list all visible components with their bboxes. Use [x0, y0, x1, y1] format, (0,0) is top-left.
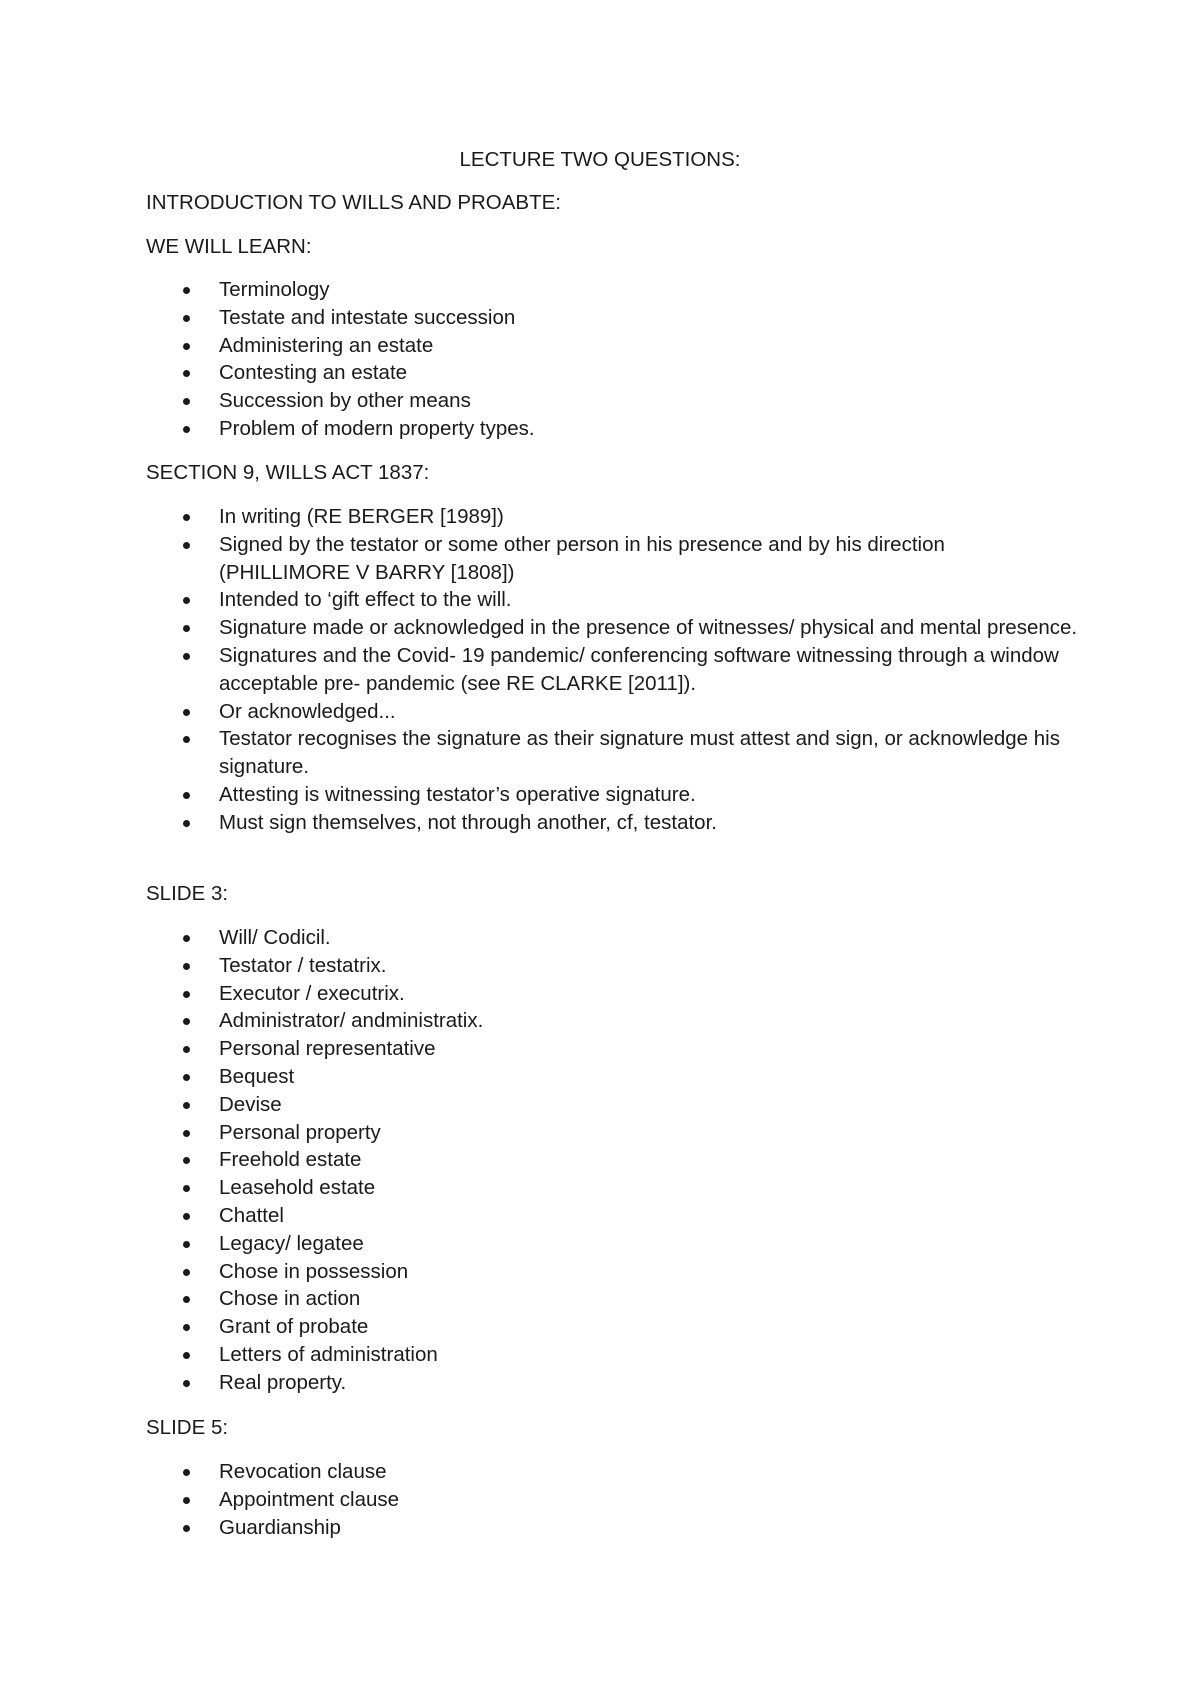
bullet-icon — [183, 426, 190, 433]
list-item-text: Freehold estate — [219, 1148, 362, 1172]
list-item — [0, 1063, 1200, 1091]
bullet-icon — [183, 1497, 190, 1504]
bullet-icon — [183, 1352, 190, 1359]
list-item — [0, 332, 1200, 360]
list-item — [0, 1091, 1200, 1119]
bullet-icon — [183, 343, 190, 350]
list-item — [0, 924, 1200, 952]
list-item-text: Succession by other means — [219, 389, 471, 413]
list-item — [0, 809, 1200, 837]
list-item-text: Administering an estate — [219, 333, 434, 357]
bullet-icon — [183, 653, 190, 660]
bullet-icon — [183, 597, 190, 604]
bullet-icon — [183, 1213, 190, 1220]
bullet-icon — [183, 370, 190, 377]
list-item — [0, 1202, 1200, 1230]
list-item — [0, 1313, 1200, 1341]
bullet-icon — [183, 1130, 190, 1137]
bullet-icon — [183, 315, 190, 322]
bullet-icon — [183, 625, 190, 632]
bullet-icon — [183, 1102, 190, 1109]
list-item-text: Problem of modern property types. — [219, 416, 535, 440]
list-item — [0, 1486, 1200, 1514]
list-item — [0, 642, 1200, 698]
list-item — [0, 1007, 1200, 1035]
bullet-icon — [183, 398, 190, 405]
list-item-text: Personal representative — [219, 1037, 436, 1061]
list-item — [0, 614, 1200, 642]
bullet-icon — [183, 1525, 190, 1532]
slide3-list — [0, 924, 1200, 1397]
list-item — [0, 1285, 1200, 1313]
list-item-text: Testator / testatrix. — [219, 953, 387, 977]
list-item — [0, 1230, 1200, 1258]
list-item-text: Will/ Codicil. — [219, 926, 331, 949]
list-item — [0, 1174, 1200, 1202]
list-item-text: Signature made or acknowledged in the presence of witnesses/ physical and mental presence. — [219, 616, 1078, 640]
list-item-text: Must sign themselves, not through another, cf, testator. — [219, 810, 717, 834]
list-item — [0, 387, 1200, 415]
bullet-icon — [183, 1074, 190, 1081]
bullet-icon — [183, 991, 190, 998]
bullet-icon — [183, 935, 190, 942]
list-item-text: Or acknowledged... — [219, 699, 396, 723]
list-item — [0, 1146, 1200, 1174]
list-item-text: Signatures and the Covid- 19 pandemic/ conferencing software witnessing through a window acceptable pre- pandemic (see RE CLARKE [2011]). — [219, 643, 1059, 695]
bullet-icon — [183, 542, 190, 549]
list-item-text: Terminology — [219, 278, 330, 301]
list-item — [0, 725, 1200, 781]
bullet-icon — [183, 1380, 190, 1387]
list-item-text: Devise — [219, 1092, 282, 1116]
learn-heading: WE WILL LEARN: — [146, 235, 312, 258]
list-item — [0, 503, 1200, 531]
page-title: LECTURE TWO QUESTIONS: — [459, 148, 741, 171]
learn-list — [0, 276, 1200, 443]
list-item — [0, 1035, 1200, 1063]
list-item — [0, 415, 1200, 443]
list-item-text: Executor / executrix. — [219, 981, 405, 1005]
list-item-text: Grant of probate — [219, 1315, 369, 1339]
list-item-text: Testator recognises the signature as their signature must attest and sign, or acknowledge his signature. — [219, 727, 1060, 779]
list-item-text: Guardianship — [219, 1515, 341, 1539]
list-item-text: Letters of administration — [219, 1342, 438, 1366]
list-item-text: Chattel — [219, 1203, 284, 1227]
list-item — [0, 359, 1200, 387]
list-item-text: Legacy/ legatee — [219, 1231, 364, 1255]
bullet-icon — [183, 1296, 190, 1303]
bullet-icon — [183, 1324, 190, 1331]
list-item — [0, 698, 1200, 726]
list-item — [0, 531, 1200, 587]
list-item — [0, 1119, 1200, 1147]
document-subtitle: INTRODUCTION TO WILLS AND PROABTE: — [146, 191, 561, 214]
slide5-list — [0, 1458, 1200, 1541]
slide5-heading: SLIDE 5: — [146, 1416, 229, 1439]
list-item-text: Intended to ‘gift effect to the will. — [219, 588, 512, 612]
bullet-icon — [183, 792, 190, 799]
list-item-text: Appointment clause — [219, 1487, 400, 1511]
bullet-icon — [183, 514, 190, 521]
list-item-text: Contesting an estate — [219, 361, 408, 385]
list-item-text: Administrator/ andministratix. — [219, 1009, 484, 1033]
list-item — [0, 781, 1200, 809]
list-item — [0, 276, 1200, 304]
bullet-icon — [183, 736, 190, 743]
list-item-text: Signed by the testator or some other person in his presence and by his direction (PHILLIMORE V BARRY [1808]) — [219, 532, 945, 584]
bullet-icon — [183, 1046, 190, 1053]
list-item — [0, 304, 1200, 332]
list-item-text: Testate and intestate succession — [219, 305, 516, 329]
slide3-heading: SLIDE 3: — [146, 882, 229, 905]
bullet-icon — [183, 1241, 190, 1248]
list-item-text: In writing (RE BERGER [1989]) — [219, 505, 504, 528]
bullet-icon — [183, 709, 190, 716]
bullet-icon — [183, 1469, 190, 1476]
bullet-icon — [183, 1157, 190, 1164]
list-item — [0, 1458, 1200, 1486]
list-item — [0, 1369, 1200, 1397]
list-item — [0, 1341, 1200, 1369]
list-item-text: Leasehold estate — [219, 1176, 376, 1200]
section9-heading: SECTION 9, WILLS ACT 1837: — [146, 461, 430, 484]
bullet-icon — [183, 1185, 190, 1192]
list-item-text: Personal property — [219, 1120, 381, 1144]
list-item — [0, 980, 1200, 1008]
bullet-icon — [183, 1018, 190, 1025]
list-item — [0, 1514, 1200, 1542]
list-item-text: Revocation clause — [219, 1460, 387, 1483]
list-item — [0, 1258, 1200, 1286]
bullet-icon — [183, 1269, 190, 1276]
section9-list — [0, 503, 1200, 837]
list-item-text: Chose in action — [219, 1287, 361, 1311]
bullet-icon — [183, 820, 190, 827]
list-item — [0, 952, 1200, 980]
list-item-text: Real property. — [219, 1370, 347, 1394]
bullet-icon — [183, 287, 190, 294]
list-item-text: Chose in possession — [219, 1259, 409, 1283]
list-item-text: Bequest — [219, 1064, 295, 1088]
bullet-icon — [183, 963, 190, 970]
list-item — [0, 586, 1200, 614]
list-item-text: Attesting is witnessing testator’s operative signature. — [219, 782, 696, 806]
